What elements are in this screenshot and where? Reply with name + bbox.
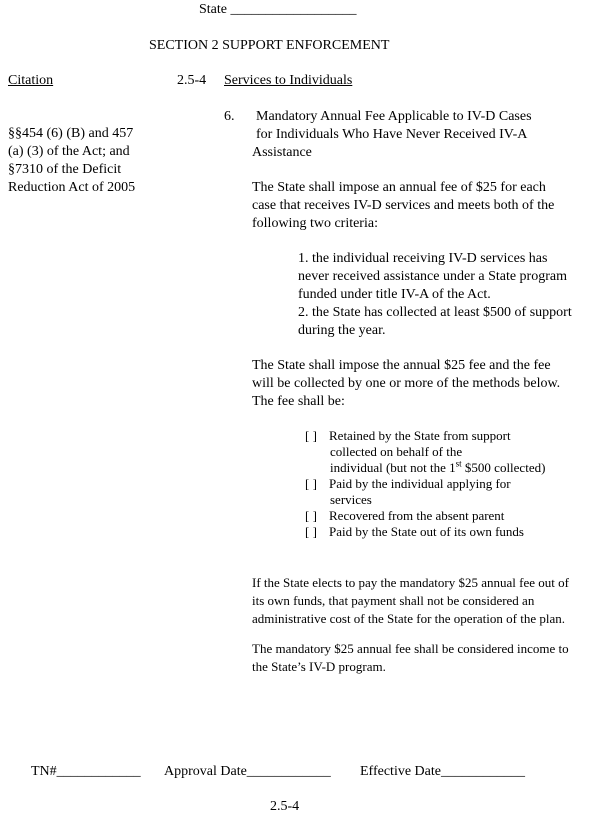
- item-number: 6.: [224, 109, 235, 124]
- criteria-line: 1. the individual receiving IV-D services has: [298, 251, 548, 266]
- citation-line: §§454 (6) (B) and 457: [8, 126, 134, 141]
- criteria-line: never received assistance under a State program: [298, 269, 567, 284]
- fee-options: [305, 428, 545, 540]
- option-label: Recovered from the absent parent: [329, 508, 505, 523]
- paragraph-line: its own funds, that payment shall not be considered an: [252, 593, 535, 608]
- checkbox[interactable]: [ ]: [305, 476, 317, 491]
- approval-date-field: Approval Date____________: [164, 764, 331, 779]
- checkbox[interactable]: [ ]: [305, 428, 317, 443]
- paragraph-line: following two criteria:: [252, 216, 378, 231]
- option-paid-by-individual: [305, 476, 545, 508]
- option-paid-by-state: [305, 524, 545, 540]
- state-pays-paragraph: [252, 574, 569, 628]
- option-label: Paid by the State out of its own funds: [329, 524, 524, 539]
- paragraph-line: the State’s IV-D program.: [252, 659, 386, 674]
- item-title-line: Mandatory Annual Fee Applicable to IV-D Cases: [256, 109, 532, 124]
- citation-header: Citation: [8, 73, 54, 88]
- checkbox[interactable]: [ ]: [305, 508, 317, 523]
- effective-date-field: Effective Date____________: [360, 764, 525, 779]
- option-retained: [305, 428, 545, 476]
- section-number: 2.5-4: [177, 73, 207, 88]
- option-recovered: [305, 508, 545, 524]
- item-title: [252, 108, 532, 162]
- option-label: Paid by the individual applying for: [329, 476, 511, 491]
- paragraph-line: The mandatory $25 annual fee shall be considered income to: [252, 641, 569, 656]
- legal-citation: [8, 125, 135, 197]
- paragraph-line: The State shall impose the annual $25 fee and the fee: [252, 358, 551, 373]
- fee-paragraph: [252, 179, 554, 233]
- paragraph-line: The fee shall be:: [252, 394, 345, 409]
- paragraph-line: The State shall impose an annual fee of $25 for each: [252, 180, 546, 195]
- item-title-line: for Individuals Who Have Never Received IV-A: [256, 127, 528, 142]
- checkbox[interactable]: [ ]: [305, 524, 317, 539]
- tn-field: TN#____________: [31, 764, 141, 779]
- collection-paragraph: [252, 357, 560, 411]
- criteria-line: 2. the State has collected at least $500 of support: [298, 305, 572, 320]
- option-label: services: [330, 492, 372, 507]
- criteria-list: [298, 250, 572, 340]
- option-label: Retained by the State from support: [329, 428, 511, 443]
- page-number: 2.5-4: [270, 799, 300, 814]
- state-line: State __________________: [199, 2, 357, 17]
- criteria-line: funded under title IV-A of the Act.: [298, 287, 491, 302]
- criteria-line: during the year.: [298, 323, 386, 338]
- citation-line: (a) (3) of the Act; and: [8, 144, 130, 159]
- paragraph-line: will be collected by one or more of the methods below.: [252, 376, 561, 391]
- paragraph-line: case that receives IV-D services and meets both of the: [252, 198, 555, 213]
- option-label-line: individual (but not the 1st $500 collected): [330, 458, 546, 475]
- section-title: SECTION 2 SUPPORT ENFORCEMENT: [149, 38, 390, 53]
- citation-line: Reduction Act of 2005: [8, 180, 136, 195]
- paragraph-line: If the State elects to pay the mandatory $25 annual fee out of: [252, 575, 569, 590]
- item-title-line: Assistance: [252, 145, 312, 160]
- option-label: collected on behalf of the: [330, 444, 463, 459]
- citation-line: §7310 of the Deficit: [8, 162, 122, 177]
- income-paragraph: [252, 640, 569, 676]
- section-heading: Services to Individuals: [224, 73, 353, 88]
- paragraph-line: administrative cost of the State for the operation of the plan.: [252, 611, 565, 626]
